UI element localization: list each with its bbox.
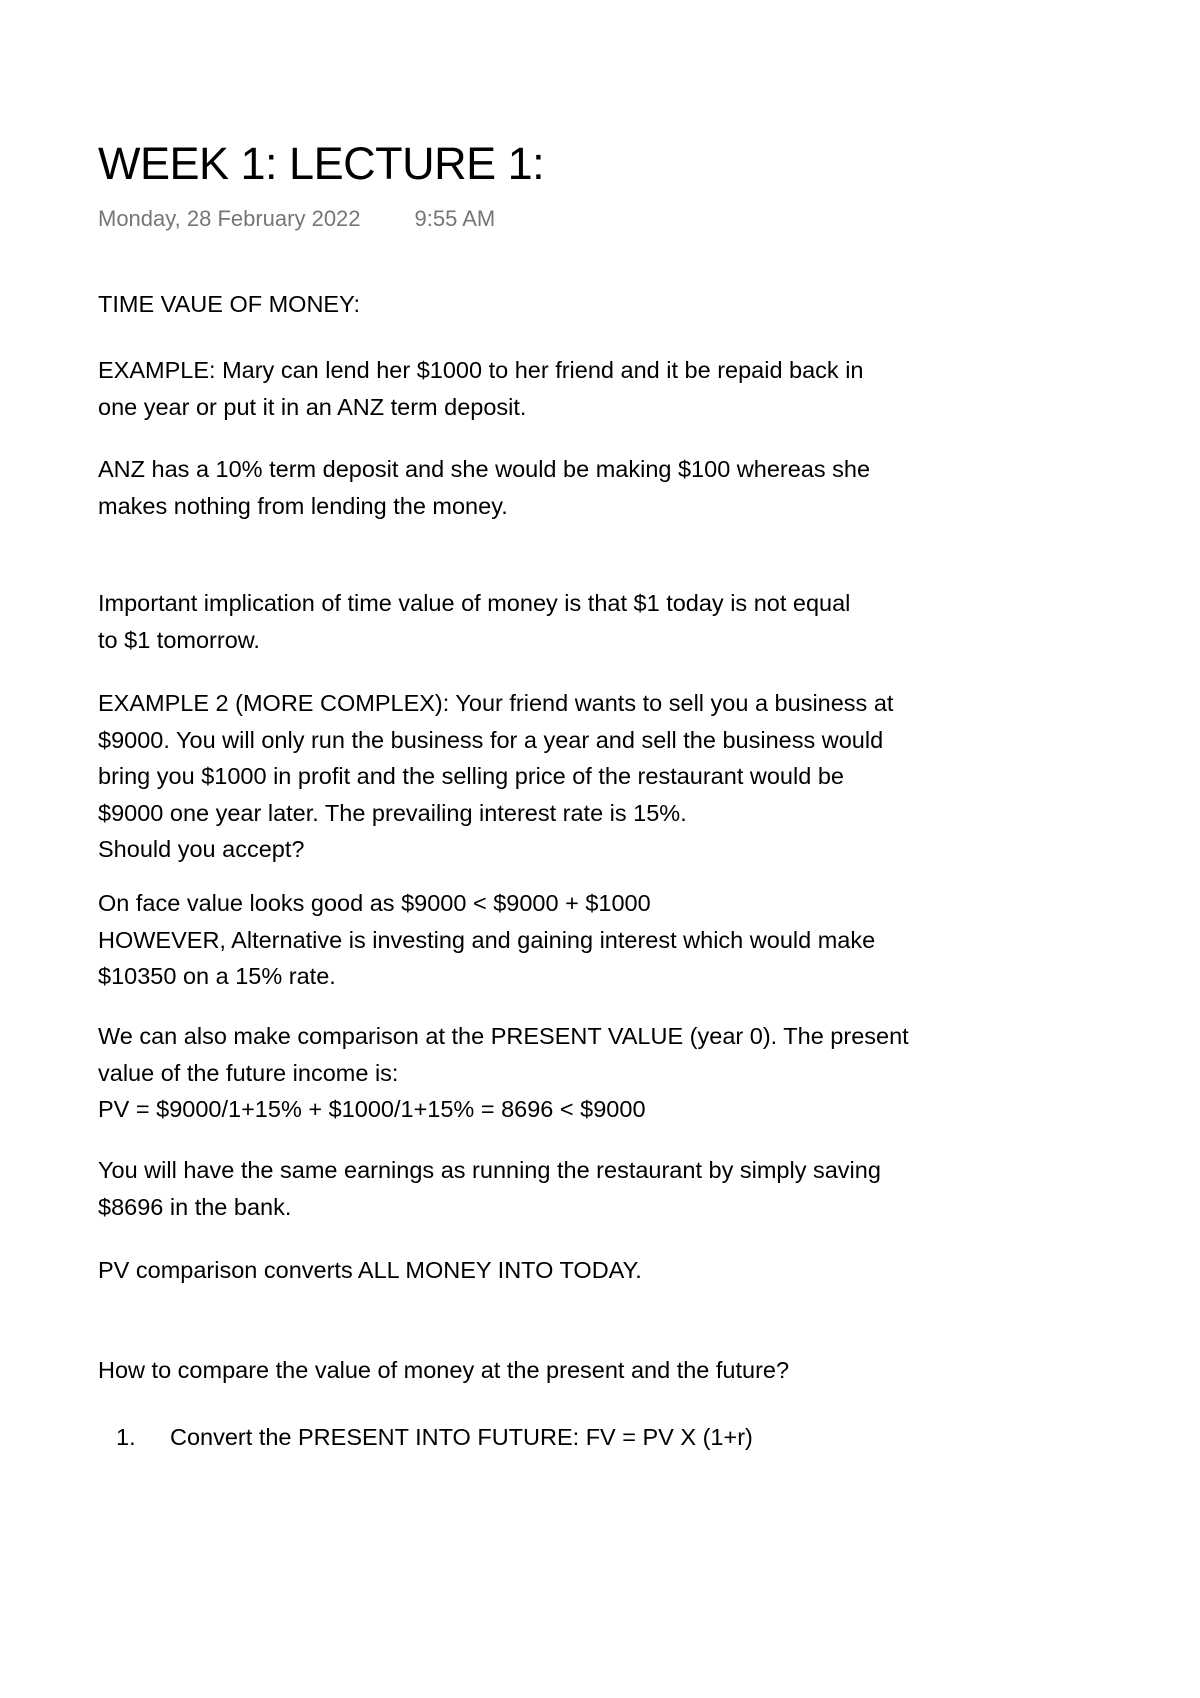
text-line: PV comparison converts ALL MONEY INTO TODAY.	[98, 1257, 642, 1283]
note-timestamp	[98, 204, 495, 234]
paragraph-anz	[98, 451, 1028, 524]
section-heading	[98, 286, 1028, 323]
note-date: Monday, 28 February 2022	[98, 206, 361, 231]
text-line: $9000. You will only run the business for a year and sell the business would	[98, 726, 884, 753]
paragraph-implication	[98, 585, 1028, 658]
text-line: one year or put it in an ANZ term deposit.	[98, 393, 527, 420]
text-line: PV = $9000/1+15% + $1000/1+15% = 8696 < $9000	[98, 1096, 646, 1122]
text-line: makes nothing from lending the money.	[98, 492, 508, 519]
paragraph-face-value	[98, 885, 1028, 995]
text-line: TIME VAUE OF MONEY:	[98, 291, 361, 317]
list-number: 1.	[116, 1424, 136, 1450]
text-line: You will have the same earnings as running the restaurant by simply saving	[98, 1157, 881, 1183]
text-line: $10350 on a 15% rate.	[98, 963, 336, 989]
text-line: ANZ has a 10% term deposit and she would be making $100 whereas she	[98, 456, 871, 482]
text-line: Important implication of time value of money is that $1 today is not equal	[98, 590, 851, 616]
text-line: EXAMPLE: Mary can lend her $1000 to her friend and it be repaid back in	[98, 357, 864, 383]
text-line: to $1 tomorrow.	[98, 626, 260, 653]
text-line: $8696 in the bank.	[98, 1193, 292, 1220]
text-line: We can also make comparison at the PRESENT VALUE (year 0). The present	[98, 1023, 909, 1049]
text-line: HOWEVER, Alternative is investing and gaining interest which would make	[98, 926, 876, 953]
paragraph-example-1	[98, 352, 1028, 425]
paragraph-question	[98, 1352, 1028, 1389]
text-line: bring you $1000 in profit and the selling price of the restaurant would be	[98, 763, 844, 789]
text-line: EXAMPLE 2 (MORE COMPLEX): Your friend wants to sell you a business at	[98, 690, 894, 716]
text-line: value of the future income is:	[98, 1059, 399, 1086]
paragraph-same-earnings	[98, 1152, 1028, 1225]
paragraph-present-value	[98, 1018, 1028, 1128]
text-line: Should you accept?	[98, 836, 305, 862]
text-line: On face value looks good as $9000 < $9000 + $1000	[98, 890, 651, 916]
text-line: How to compare the value of money at the present and the future?	[98, 1357, 790, 1383]
note-time: 9:55 AM	[414, 206, 496, 231]
paragraph-pv-comparison	[98, 1252, 1028, 1289]
text-line: $9000 one year later. The prevailing interest rate is 15%.	[98, 799, 687, 826]
list-item	[98, 1419, 753, 1456]
list-text: Convert the PRESENT INTO FUTURE: FV = PV X (1+r)	[170, 1424, 753, 1450]
paragraph-example-2	[98, 685, 1028, 868]
page-title: WEEK 1: LECTURE 1:	[98, 138, 545, 189]
